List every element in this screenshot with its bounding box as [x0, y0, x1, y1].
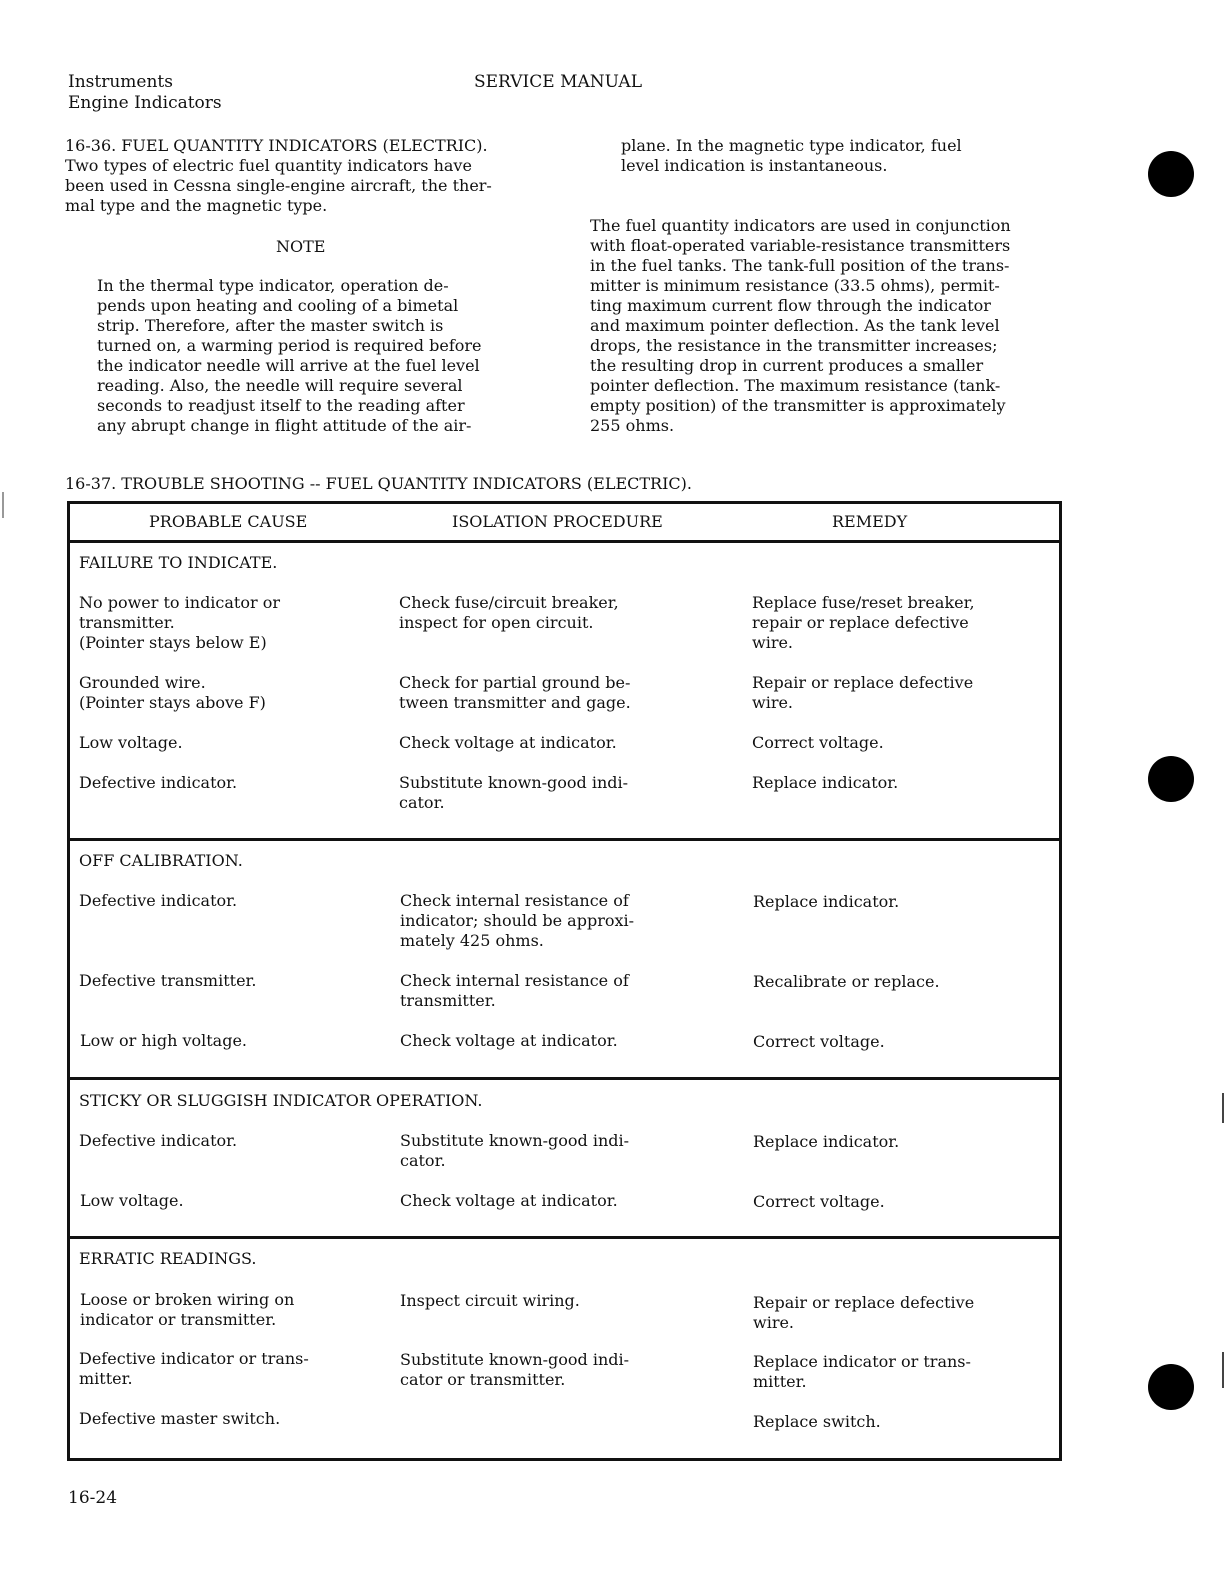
scan-edge-mark — [1222, 1352, 1224, 1388]
remedy-cell: Replace indicator. — [753, 892, 900, 911]
cause-cell: Loose or broken wiring on indicator or transmitter. — [80, 1290, 295, 1329]
note-text: In the thermal type indicator, operation de- pends upon heating and cooling of a bimetal strip. Therefore, after the master switch is turned on, a warming period is required before the indicator needle will arrive at the fuel level reading. Also, the needle will require several seconds to readjust itself to the reading after any abrupt change in flight attitude of the air- — [97, 276, 482, 435]
cause-cell: Defective indicator. — [79, 1131, 238, 1150]
procedure-cell: Substitute known-good indi- cator or transmitter. — [400, 1350, 630, 1389]
remedy-cell: Repair or replace defective wire. — [752, 673, 974, 712]
header-subsection-label: Engine Indicators — [68, 93, 222, 113]
remedy-cell: Replace switch. — [753, 1412, 881, 1431]
header-section-label: Instruments — [68, 72, 173, 92]
table-divider — [67, 1077, 1062, 1080]
cause-cell: Defective transmitter. — [79, 971, 257, 990]
procedure-cell: Inspect circuit wiring. — [400, 1291, 580, 1310]
cause-cell: Low voltage. — [79, 733, 183, 752]
table-divider — [67, 838, 1062, 841]
scan-edge-mark — [1222, 1093, 1224, 1123]
section-16-36-title: 16-36. FUEL QUANTITY INDICATORS (ELECTRIC). — [65, 136, 488, 155]
table-section-heading: FAILURE TO INDICATE. — [79, 553, 278, 572]
header-manual-title: SERVICE MANUAL — [474, 72, 642, 92]
section-16-36-intro: Two types of electric fuel quantity indicators have been used in Cessna single-engine aircraft, the ther- mal type and the magnetic type. — [65, 156, 492, 215]
column-header-isolation-procedure: ISOLATION PROCEDURE — [452, 512, 663, 531]
column-header-probable-cause: PROBABLE CAUSE — [149, 512, 308, 531]
procedure-cell: Check fuse/circuit breaker, inspect for open circuit. — [399, 593, 619, 632]
procedure-cell: Check internal resistance of indicator; should be approxi- mately 425 ohms. — [400, 891, 635, 950]
procedure-cell: Check voltage at indicator. — [400, 1031, 618, 1050]
cause-cell: Grounded wire. (Pointer stays above F) — [79, 673, 266, 712]
scan-edge-mark — [2, 492, 4, 518]
procedure-cell: Check voltage at indicator. — [399, 733, 617, 752]
procedure-cell: Check internal resistance of transmitter. — [400, 971, 629, 1010]
remedy-cell: Replace indicator. — [752, 773, 899, 792]
remedy-cell: Replace fuse/reset breaker, repair or replace defective wire. — [752, 593, 975, 652]
remedy-cell: Recalibrate or replace. — [753, 972, 940, 991]
remedy-cell: Correct voltage. — [752, 733, 884, 752]
punch-hole-icon — [1148, 151, 1194, 197]
procedure-cell: Check voltage at indicator. — [400, 1191, 618, 1210]
table-section-heading: STICKY OR SLUGGISH INDICATOR OPERATION. — [79, 1091, 483, 1110]
procedure-cell: Substitute known-good indi- cator. — [400, 1131, 630, 1170]
procedure-cell: Substitute known-good indi- cator. — [399, 773, 629, 812]
remedy-cell: Repair or replace defective wire. — [753, 1293, 975, 1332]
table-section-heading: ERRATIC READINGS. — [79, 1249, 257, 1268]
cause-cell: Low voltage. — [80, 1191, 184, 1210]
cause-cell: Defective indicator. — [79, 773, 238, 792]
table-divider — [67, 1236, 1062, 1239]
section-16-37-title: 16-37. TROUBLE SHOOTING -- FUEL QUANTITY INDICATORS (ELECTRIC). — [65, 474, 692, 493]
punch-hole-icon — [1148, 756, 1194, 802]
table-section-heading: OFF CALIBRATION. — [79, 851, 243, 870]
cause-cell: No power to indicator or transmitter. (Pointer stays below E) — [79, 593, 280, 652]
note-continued-text: plane. In the magnetic type indicator, fuel level indication is instantaneous. — [621, 136, 962, 175]
remedy-cell: Replace indicator or trans- mitter. — [753, 1352, 971, 1391]
column-header-remedy: REMEDY — [832, 512, 908, 531]
remedy-cell: Replace indicator. — [753, 1132, 900, 1151]
note-label: NOTE — [276, 237, 326, 256]
punch-hole-icon — [1148, 1364, 1194, 1410]
table-divider — [67, 540, 1062, 543]
cause-cell: Defective indicator. — [79, 891, 238, 910]
page-number: 16-24 — [68, 1488, 118, 1508]
cause-cell: Defective master switch. — [79, 1409, 281, 1428]
section-16-36-paragraph: The fuel quantity indicators are used in conjunction with float-operated variable-resistance transmitters in the fuel tanks. The tank-full position of the trans- mitter is minimum resistance (33.5 ohms), permit- ting maximum current flow through the indicator and maximum pointer deflection. As the tank level drops, the resistance in the transmitter increases; the resulting drop in current produces a smaller pointer deflection. The maximum resistance (tank- empty position) of the transmitter is approximately 255 ohms. — [590, 216, 1011, 435]
cause-cell: Defective indicator or trans- mitter. — [79, 1349, 309, 1388]
remedy-cell: Correct voltage. — [753, 1192, 885, 1211]
procedure-cell: Check for partial ground be- tween transmitter and gage. — [399, 673, 631, 712]
remedy-cell: Correct voltage. — [753, 1032, 885, 1051]
cause-cell: Low or high voltage. — [80, 1031, 248, 1050]
